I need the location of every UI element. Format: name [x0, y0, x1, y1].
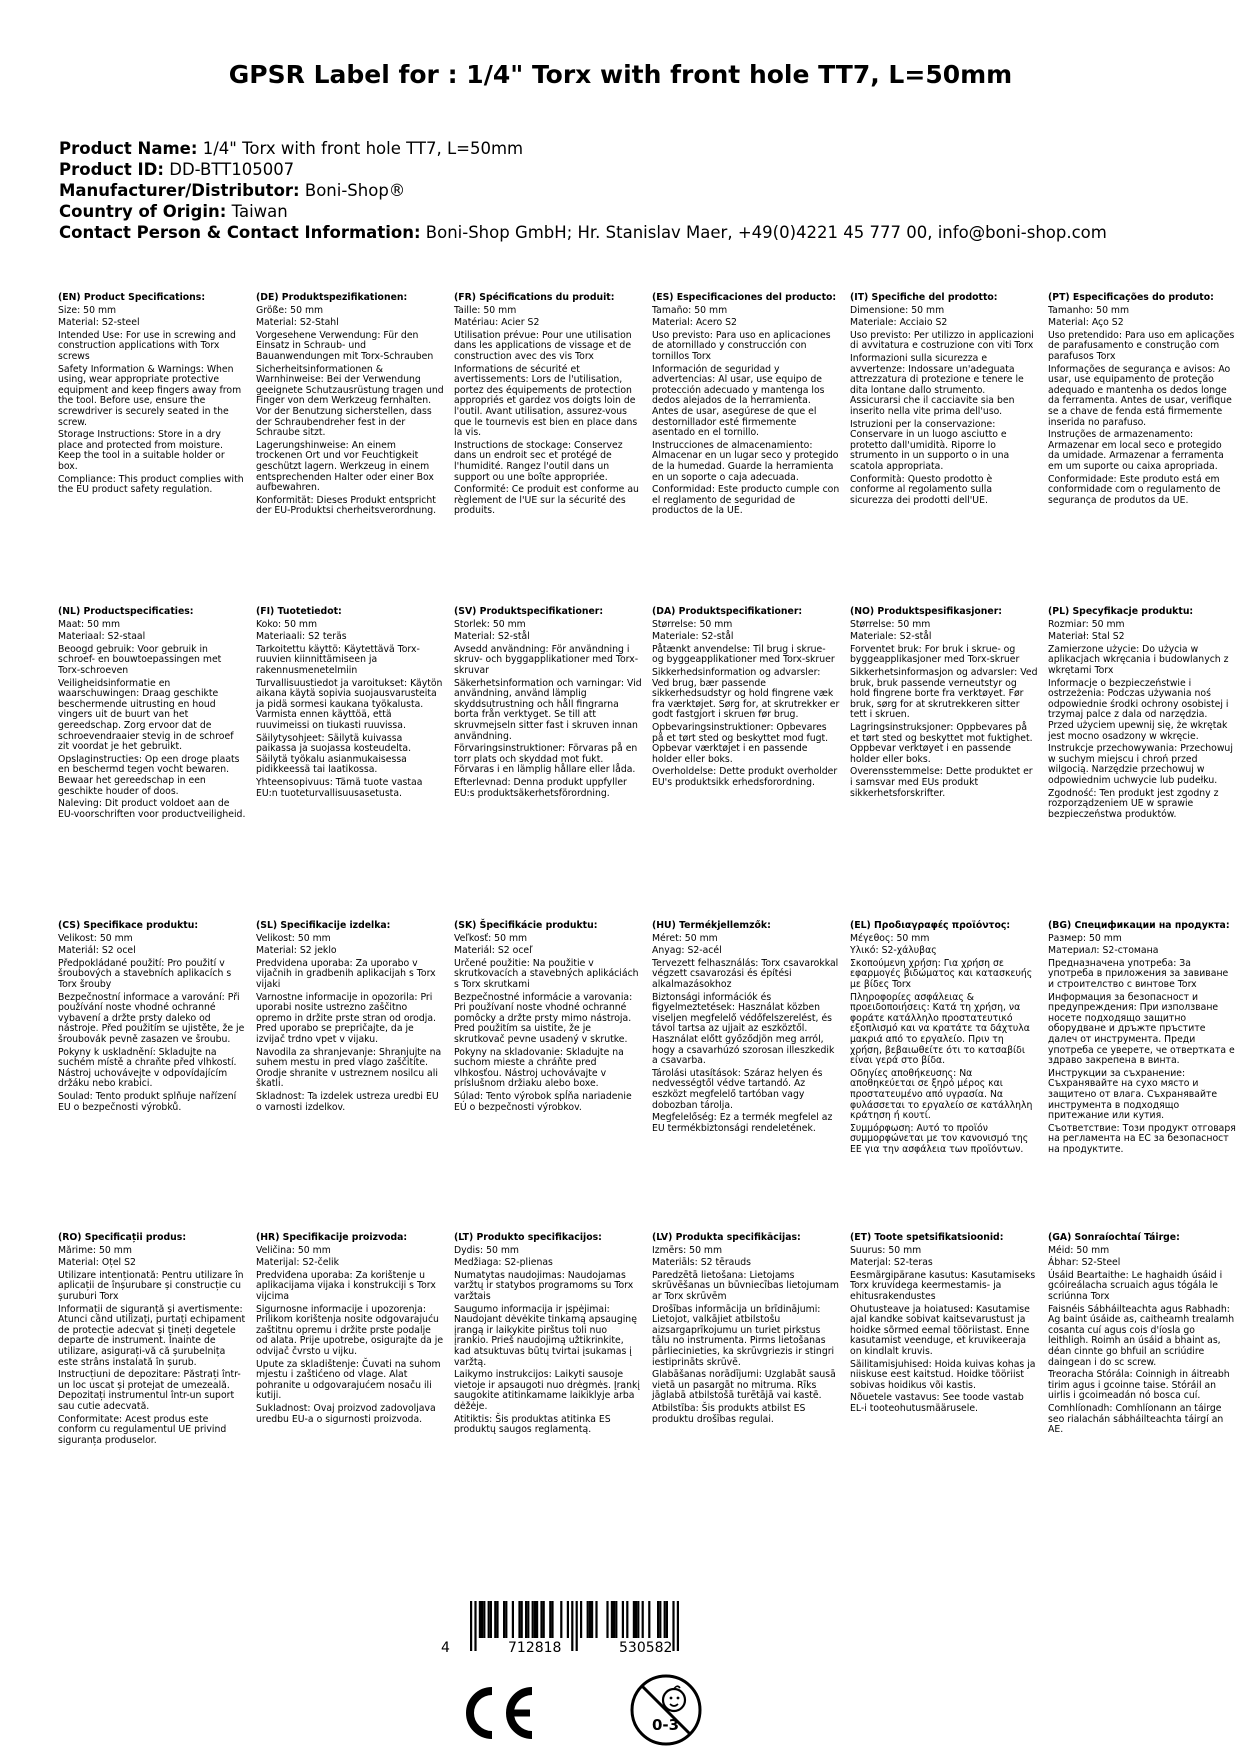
barcode-bar: [580, 1601, 582, 1638]
barcode-bar: [483, 1601, 485, 1638]
spec-title: (SV) Produktspecifikationer:: [454, 606, 604, 617]
spec-title: (EN) Product Specifications:: [58, 292, 206, 303]
spec-title: (DE) Produktspezifikationen:: [256, 292, 408, 303]
spec-line: Atitiktis: Šis produktas atitinka ES produktų saugos reglamentą.: [454, 1413, 611, 1436]
spec-block-da: [652, 607, 840, 822]
spec-line: Utilisation prévue: Pour une utilisation dans les applications de vissage et de construction avec des vis Torx: [454, 329, 632, 362]
spec-title: (FI) Tuotetiedot:: [256, 606, 342, 617]
barcode-bar: [635, 1601, 637, 1638]
barcode-bar: [659, 1601, 661, 1638]
product-id-value: DD-BTT105007: [169, 160, 295, 179]
spec-title: (HU) Termékjellemzők:: [652, 920, 771, 931]
spec-line: Úsáid Beartaithe: Le haghaidh úsáid i gcóireálacha scruaich agus tógála le scriúnna Torx: [1048, 1269, 1223, 1302]
spec-line: Säilitamisjuhised: Hoida kuivas kohas ja niiskuse eest kaitstud. Hoidke tööriist sobivas hoidikus või kastis.: [850, 1358, 1036, 1391]
spec-line: Informații de siguranță și avertismente: Atunci când utilizați, purtați echipament de protecție adecvat și țineți degetele departe de instrument. Înainte de utilizare, asigurați-vă că șurubelnița este strâns instalată în șurub.: [58, 1303, 246, 1368]
spec-line: Tamaño: 50 mm: [652, 304, 728, 316]
spec-line: Instrukcje przechowywania: Przechowuj w suchym miejscu i chroń przed wilgocią. Narzędzie przechowuj w odpowiednim uchwycie lub pudełku.: [1048, 743, 1233, 786]
spec-line: Material: Acero S2: [652, 317, 737, 329]
barcode-bar: [488, 1601, 490, 1638]
spec-block-pl: [1048, 607, 1236, 822]
spec-title: (NL) Productspecificaties:: [58, 606, 194, 617]
spec-line: Maat: 50 mm: [58, 618, 121, 630]
spec-title: (SK) Špecifikácie produktu:: [454, 920, 598, 931]
spec-line: Tárolási utasítások: Száraz helyen és nedvességtől védve tartandó. Az eszközt megfelelő tartóban vagy dobozban tárolja.: [652, 1067, 823, 1111]
spec-line: Méid: 50 mm: [1048, 1244, 1110, 1256]
barcode-bar: [505, 1601, 507, 1638]
barcode-bar: [672, 1601, 674, 1651]
barcode-bar: [503, 1601, 505, 1638]
spec-line: Sukladnost: Ovaj proizvod zadovoljava uredbu EU-a o sigurnosti proizvoda.: [256, 1402, 436, 1425]
spec-title: (DA) Produktspecifikationer:: [652, 606, 803, 617]
spec-line: Naleving: Dit product voldoet aan de EU-voorschriften voor productveiligheid.: [58, 798, 246, 820]
spec-line: Uso previsto: Per utilizzo in applicazioni di avvitatura e costruzione con viti Torx: [850, 329, 1034, 352]
spec-line: Lagringsinstruksjoner: Oppbevares på et tørt sted og beskyttet mot fuktighet. Oppbevar verktøyet i en passende holder eller boks.: [850, 721, 1033, 765]
spec-block-fi: [256, 607, 444, 822]
spec-line: Materjal: S2-teras: [850, 1257, 933, 1269]
barcode-bar: [551, 1601, 553, 1638]
spec-line: Storlek: 50 mm: [454, 618, 526, 630]
spec-line: Instrucțiuni de depozitare: Păstrați într-un loc uscat și protejat de umezeală. Depozitați instrumentul într-un suport sau cutie adecvată.: [58, 1369, 241, 1412]
spec-block-no: [850, 607, 1038, 822]
barcode-bar: [490, 1601, 492, 1638]
spec-block-pt: [1048, 293, 1236, 519]
product-id-line: [59, 159, 1219, 180]
barcode-number-first: 4: [441, 1640, 450, 1656]
spec-grid-row-1: [58, 293, 1238, 519]
barcode-bar: [626, 1601, 628, 1638]
spec-line: Material: S2-steel: [58, 317, 140, 329]
spec-line: Förvaringsinstruktioner: Förvaras på en torr plats och skyddad mot fukt. Förvaras i en lämplig hållare eller låda.: [454, 743, 638, 776]
spec-line: Material: S2-stål: [454, 631, 530, 643]
spec-line: Zgodność: Ten produkt jest zgodny z rozporządzeniem UE w sprawie bezpieczeństwa produktów.: [1048, 787, 1219, 820]
spec-line: Upute za skladištenje: Čuvati na suhom mjestu i zaštićeno od vlage. Alat pohranite u odgovarajućem nosaču ili kutiji.: [256, 1358, 441, 1402]
spec-block-lv: [652, 1233, 840, 1448]
barcode-bar: [657, 1601, 659, 1638]
spec-block-hu: [652, 921, 840, 1157]
spec-line: Opslaginstructies: Op een droge plaats en beschermd tegen vocht bewaren. Bewaar het gereedschap in een geschikte houder of doos.: [58, 753, 240, 797]
spec-line: Съответствие: Този продукт отговаря на регламента на ЕС за безопасност на продуктите.: [1048, 1122, 1236, 1155]
spec-line: Materiaali: S2 teräs: [256, 631, 347, 643]
spec-line: Drošības informācija un brīdinājumi: Lietojot, valkājiet atbilstošu aizsargaprīkojumu un turiet pirkstus tālu no instrumenta. Pirms lietošanas pārliecinieties, ka skrūvgriezis ir stingri iestiprināts skrūvē.: [652, 1303, 835, 1368]
spec-line: Určené použitie: Na použitie v skrutkovacích a stavebných aplikáciách s Torx skrutkami: [454, 957, 639, 990]
spec-grid-row-3: [58, 921, 1238, 1157]
spec-line: Avsedd användning: För användning i skruv- och byggapplikationer med Torx-skruvar: [454, 643, 639, 676]
barcode-bar: [595, 1601, 597, 1638]
spec-line: Påtænkt anvendelse: Til brug i skrue- og byggeapplikationer med Torx-skruer: [652, 643, 835, 666]
spec-line: Storage Instructions: Store in a dry place and protected from moisture. Keep the tool in a suitable holder or box.: [58, 429, 225, 472]
spec-line: Beoogd gebruik: Voor gebruik in schroef- en bouwtoepassingen met Torx-schroeven: [58, 643, 222, 676]
barcode-number-right: 530582: [619, 1640, 673, 1656]
barcode-bar: [642, 1601, 644, 1638]
spec-line: Konformität: Dieses Produkt entspricht der EU-Produktsi cherheitsverordnung.: [256, 494, 437, 517]
spec-line: Safety Information & Warnings: When using, wear appropriate protective equipment and keep fingers away from the tool. Before use, ensure the screwdriver is securely seated in the screw.: [58, 363, 242, 428]
spec-line: Materiale: S2-stål: [850, 631, 932, 643]
spec-line: Medžiaga: S2-plienas: [454, 1257, 553, 1269]
spec-line: Инструкции за съхранение: Съхранявайте на сухо място и защитено от влага. Съхранявайте инструмента в подходящо притежание или кутия.: [1048, 1067, 1218, 1122]
spec-line: Størrelse: 50 mm: [652, 618, 733, 630]
age-range-label: 0-3: [652, 1716, 680, 1734]
barcode-bar: [560, 1601, 562, 1638]
spec-line: Biztonsági információk és figyelmeztetések: Használat közben viseljen megfelelő védőfelszerelést, és távol tartsa az ujjait az eszköztől. Használat előtt győződjön meg arról, hogy a csavarhúzó szorosan illeszkedik a csavarba.: [652, 991, 835, 1067]
spec-line: Tervezett felhasználás: Torx csavarokkal végzett csavarozási és építési alkalmazásokhoz: [652, 957, 839, 990]
spec-line: Faisnéis Sábháilteachta agus Rabhadh: Ag baint úsáide as, caitheamh trealamh cosanta cuí agus cois d'íosla go leithligh. Roimh an úsáid a bhaint as, déan cinnte go bhfuil an scriúdire daingean i do sc screw.: [1048, 1303, 1235, 1368]
product-info: [59, 138, 1219, 243]
spec-line: Информация за безопасност и предупреждения: При използване носете подходящо защитно оборудване и дръжте пръстите далеч от инструмента. Преди употреба се уверете, че отвертката е здраво закрепена в винта.: [1048, 991, 1235, 1067]
barcode-bar: [540, 1601, 542, 1638]
spec-line: Säkerhetsinformation och varningar: Vid användning, använd lämplig skyddsutrustning och håll fingrarna borta från verktyget. Se till att skruvmejseln sitter fast i skruven innan användning.: [454, 677, 642, 742]
spec-line: Turvallisuustiedot ja varoitukset: Käytön aikana käytä sopivia suojausvarusteita ja pidä sormesi kaukana työkalusta. Varmista ennen käyttöä, että ruuvimeissi on tiukasti ruuvissa.: [256, 677, 443, 731]
spec-line: Skladnost: Ta izdelek ustreza uredbi EU o varnosti izdelkov.: [256, 1090, 439, 1113]
origin-line: [59, 201, 1219, 222]
origin-key: Country of Origin:: [59, 202, 227, 221]
barcode: [440, 1601, 710, 1671]
barcode-bar: [615, 1601, 617, 1638]
spec-line: Informacje o bezpieczeństwie i ostrzeżenia: Podczas używania noś odpowiednie środki ochrony osobistej i trzymaj palce z dala od narzędzia. Przed użyciem upewnij się, że wkrętak jest mocno osadzony w wkręcie.: [1048, 677, 1229, 742]
spec-line: Conformità: Questo prodotto è conforme al regolamento sulla sicurezza dei prodotti dell'UE.: [850, 473, 993, 506]
spec-line: Intended Use: For use in screwing and construction applications with Torx screws: [58, 329, 236, 362]
spec-block-cs: [58, 921, 246, 1157]
barcode-bar: [470, 1601, 472, 1651]
spec-line: Veličina: 50 mm: [256, 1244, 331, 1256]
barcode-bar: [567, 1601, 569, 1638]
spec-line: Σκοπούμενη χρήση: Για χρήση σε εφαρμογές βιδώματος και κατασκευής με βίδες Torx: [850, 957, 1033, 990]
barcode-bar: [481, 1601, 483, 1638]
barcode-bar: [576, 1601, 578, 1651]
spec-title: (IT) Specifiche del prodotto:: [850, 292, 998, 303]
spec-line: Lagerungshinweise: An einem trockenen Ort und vor Feuchtigkeit geschützt lagern. Werkzeug in einem entsprechenden Halter oder einer Box aufbewahren.: [256, 439, 434, 494]
spec-line: Méret: 50 mm: [652, 932, 718, 944]
spec-line: Materiale: S2-stål: [652, 631, 734, 643]
spec-line: Conformité: Ce produit est conforme au règlement de l'UE sur la sécurité des produits.: [454, 484, 639, 517]
spec-block-fr: [454, 293, 642, 519]
spec-title: (PT) Especificações do produto:: [1048, 292, 1214, 303]
spec-line: Megfelelőség: Ez a termék megfelel az EU termékbiztonsági rendeletének.: [652, 1112, 833, 1134]
spec-block-ro: [58, 1233, 246, 1448]
barcode-bar: [549, 1601, 551, 1638]
spec-line: Velikost: 50 mm: [256, 932, 331, 944]
spec-line: Materijal: S2-čelik: [256, 1257, 339, 1269]
spec-line: Materiāls: S2 tērauds: [652, 1257, 751, 1269]
spec-title: (GA) Sonraíochtaí Táirge:: [1048, 1232, 1180, 1243]
contact-value: Boni-Shop GmbH; Hr. Stanislav Maer, +49(0)4221 45 777 00, info@boni-shop.com: [425, 223, 1107, 242]
spec-line: Οδηγίες αποθήκευσης: Να αποθηκεύεται σε ξηρό μέρος και προστατευμένο από υγρασία. Να φυλάσσεται το εργαλείο σε κατάλληλη κράτηση ή κουτί.: [850, 1067, 1033, 1122]
spec-block-en: [58, 293, 246, 519]
barcode-number-left: 712818: [508, 1640, 562, 1656]
spec-line: Nõuetele vastavus: See toode vastab EL-i tooteohutusmäärusele.: [850, 1392, 1024, 1414]
spec-line: Efterlevnad: Denna produkt uppfyller EU:s produktsäkerhetsförordning.: [454, 776, 627, 799]
barcode-bar: [633, 1601, 635, 1638]
spec-line: Numatytas naudojimas: Naudojamas varžtų ir statybos programoms su Torx varžtais: [454, 1269, 634, 1302]
spec-line: Material: S2 jeklo: [256, 945, 337, 957]
spec-line: Μέγεθος: 50 mm: [850, 932, 930, 944]
manufacturer-value: Boni-Shop®: [304, 181, 406, 200]
spec-grid-row-4: [58, 1233, 1238, 1448]
spec-line: Tarkoitettu käyttö: Käytettävä Torx-ruuvien kiinnittämiseen ja rakennusmenetelmiin: [256, 643, 420, 676]
spec-line: Overensstemmelse: Dette produktet er i samsvar med EUs produkt sikkerhetsforskrifter.: [850, 766, 1033, 799]
spec-line: Material: Aço S2: [1048, 317, 1124, 329]
spec-line: Taille: 50 mm: [454, 304, 517, 316]
page-title: GPSR Label for : 1/4" Torx with front hole TT7, L=50mm: [228, 60, 1013, 89]
spec-line: Istruzioni per la conservazione: Conservare in un luogo asciutto e protetto dall'umidità. Riporre lo strumento in un supporto o in una scatola appropriata.: [850, 418, 1010, 472]
spec-title: (NO) Produktspesifikasjoner:: [850, 606, 1003, 617]
spec-block-lt: [454, 1233, 642, 1448]
spec-line: Matériau: Acier S2: [454, 317, 540, 329]
spec-line: Utilizare intenționată: Pentru utilizare în aplicații de înșurubare și construcție cu șuruburi Torx: [58, 1269, 244, 1302]
spec-line: Material: Oțel S2: [58, 1257, 136, 1269]
spec-block-el: [850, 921, 1038, 1157]
spec-line: Ábhar: S2-Steel: [1048, 1257, 1121, 1269]
origin-value: Taiwan: [231, 202, 288, 221]
spec-line: Instructions de stockage: Conservez dans un endroit sec et protégé de l'humidité. Rangez l'outil dans un support ou une boîte appropriée.: [454, 439, 623, 483]
spec-line: Veľkosť: 50 mm: [454, 932, 528, 944]
spec-line: Varnostne informacije in opozorila: Pri uporabi nosite ustrezno zaščitno opremo in držite prste stran od orodja. Pred uporabo se prepričajte, da je izvijač trdno vpet v vijaku.: [256, 991, 436, 1045]
spec-line: Conformidad: Este producto cumple con el reglamento de seguridad de productos de la UE.: [652, 484, 840, 517]
manufacturer-key: Manufacturer/Distributor:: [59, 181, 300, 200]
spec-title: (ET) Toote spetsifikatsioonid:: [850, 1232, 1004, 1243]
barcode-bar: [536, 1601, 538, 1638]
spec-line: Bezpečnostné informácie a varovania: Pri používaní noste vhodné ochranné pomôcky a držte prsty mimo nástroja. Pred použitím sa uistite, že je skrutkovač pevne usadený v skrutke.: [454, 991, 633, 1045]
spec-line: Ohutusteave ja hoiatused: Kasutamise ajal kandke sobivat kaitsevarustust ja hoidke sõrmed eemal tööriistast. Enne kasutamist veenduge, et kruvikeeraja on kindlalt kruvis.: [850, 1303, 1030, 1357]
barcode-bar: [496, 1601, 498, 1638]
spec-line: Izmērs: 50 mm: [652, 1244, 723, 1256]
barcode-bar: [525, 1601, 527, 1638]
spec-line: Navodila za shranjevanje: Shranjujte na suhem mestu in pred vlago zaščitite. Orodje shranite v ustreznem nosilcu ali škatli.: [256, 1046, 442, 1090]
barcode-bar: [571, 1601, 573, 1651]
barcode-bar: [474, 1601, 476, 1651]
spec-line: Predviđena uporaba: Za korištenje u aplikacijama vijaka i konstrukciji s Torx vijcima: [256, 1269, 436, 1302]
spec-line: Tamanho: 50 mm: [1048, 304, 1130, 316]
barcode-bar: [622, 1601, 624, 1638]
barcode-bar: [521, 1601, 523, 1638]
spec-line: Paredzētā lietošana: Lietojams skrūvēšanas un būvniecības lietojumam ar Torx skrūvēm: [652, 1269, 839, 1302]
spec-line: Conformitate: Acest produs este conform cu regulamentul UE privind siguranța produselor.: [58, 1413, 227, 1446]
manufacturer-line: [59, 180, 1219, 201]
spec-line: Forventet bruk: For bruk i skrue- og byggeapplikasjoner med Torx-skruer: [850, 643, 1020, 666]
spec-line: Opbevaringsinstruktioner: Opbevares på et tørt sted og beskyttet mod fugt. Opbevar værktøjet i en passende holder eller boks.: [652, 721, 829, 765]
spec-line: Rozmiar: 50 mm: [1048, 618, 1125, 630]
spec-line: Información de seguridad y advertencias: Al usar, use equipo de protección adecuado y mantenga los dedos alejados de la herramienta. Antes de usar, asegúrese de que el destornillador esté firmemente asentado en el tornillo.: [652, 363, 825, 439]
contact-key: Contact Person & Contact Information:: [59, 223, 421, 242]
product-name-key: Product Name:: [59, 139, 198, 158]
spec-title: (LT) Produkto specifikacijos:: [454, 1232, 602, 1243]
spec-line: Größe: 50 mm: [256, 304, 324, 316]
spec-line: Sicherheitsinformationen & Warnhinweise: Bei der Verwendung geeignete Schutzausrüstung tragen und Finger von dem Werkzeug fernhalten. Vor der Benutzung sicherstellen, dass der Schraubendreher fest in der Schraube sitzt.: [256, 363, 444, 439]
barcode-bar: [527, 1601, 529, 1638]
spec-block-ga: [1048, 1233, 1236, 1448]
spec-line: Eesmärgipärane kasutus: Kasutamiseks Torx kruvidega keermestamis- ja ehitusrakendustes: [850, 1269, 1036, 1302]
spec-line: Συμμόρφωση: Αυτό το προϊόν συμμορφώνεται με τον κανονισμό της ΕΕ για την ασφάλεια των προϊόντων.: [850, 1122, 1029, 1155]
spec-title: (FR) Spécifications du produit:: [454, 292, 615, 303]
spec-line: Size: 50 mm: [58, 304, 117, 316]
product-name-line: [59, 138, 1219, 159]
barcode-bar: [613, 1601, 615, 1638]
barcode-bar: [589, 1601, 591, 1638]
spec-line: Suurus: 50 mm: [850, 1244, 922, 1256]
spec-block-es: [652, 293, 840, 519]
contact-line: [59, 222, 1219, 243]
age-warning-icon: [628, 1672, 704, 1748]
spec-line: Mărime: 50 mm: [58, 1244, 132, 1256]
spec-line: Sigurnosne informacije i upozorenja: Prilikom korištenja nosite odgovarajuću zaštitnu opremu i držite prste podalje od alata. Prije upotrebe, osigurajte da je odvijač čvrsto u vijku.: [256, 1303, 444, 1357]
barcode-bar: [648, 1601, 650, 1638]
barcode-bar: [591, 1601, 593, 1638]
spec-grid-row-2: [58, 607, 1238, 822]
spec-line: Pokyny na skladovanie: Skladujte na suchom mieste a chráňte pred vlhkosťou. Nástroj uchovávajte v príslušnom držiaku alebo boxe.: [454, 1046, 624, 1090]
spec-line: Atbilstība: Šis produkts atbilst ES produktu drošības regulai.: [652, 1402, 806, 1425]
spec-line: Instruções de armazenamento: Armazenar em local seco e protegido da umidade. Armazenar a ferramenta em um suporte ou caixa apropriada.: [1048, 429, 1224, 472]
spec-line: Treoracha Stórála: Coinnigh in áitreabh tirim agus i gcoinne taise. Stóráil an uirlis i gcoimeadán nó bosca cuí.: [1048, 1369, 1230, 1402]
spec-line: Säilytysohjeet: Säilytä kuivassa paikassa ja suojassa kosteudelta. Säilytä työkalu asianmukaisessa pidikkeessä tai laatikossa.: [256, 732, 412, 776]
barcode-bar: [611, 1601, 613, 1638]
spec-line: Informazioni sulla sicurezza e avvertenze: Indossare un'adeguata attrezzatura di protezione e tenere le dita lontane dallo strumento. Assicurarsi che il cacciavite sia ben inserito nella vite prima dell'uso.: [850, 352, 1024, 417]
barcode-bar: [664, 1601, 666, 1638]
product-name-value: 1/4" Torx with front hole TT7, L=50mm: [202, 139, 524, 158]
spec-line: Informações de segurança e avisos: Ao usar, use equipamento de proteção adequado e mantenha os dedos longe da ferramenta. Antes de usar, verifique se a chave de fenda está firmemente inserida no parafuso.: [1048, 363, 1232, 428]
barcode-bar: [532, 1601, 534, 1638]
spec-line: Pokyny k uskladnění: Skladujte na suchém místě a chraňte před vlhkostí. Nástroj uchovávejte v odpovídajícím držáku nebo krabici.: [58, 1046, 237, 1090]
spec-title: (PL) Specyfikacje produktu:: [1048, 606, 1194, 617]
spec-line: Materiál: S2 ocel: [58, 945, 136, 957]
barcode-bar: [543, 1601, 545, 1638]
spec-line: Размер: 50 mm: [1048, 932, 1122, 944]
spec-title: (ES) Especificaciones del producto:: [652, 292, 837, 303]
barcode-bar: [606, 1601, 608, 1638]
barcode-bars: [440, 1601, 710, 1671]
spec-block-de: [256, 293, 444, 519]
spec-line: Materiał: Stal S2: [1048, 631, 1125, 643]
spec-title: (BG) Спецификации на продукта:: [1048, 920, 1230, 931]
ce-mark-icon: [458, 1683, 538, 1743]
spec-title: (SL) Specifikacije izdelka:: [256, 920, 391, 931]
spec-block-et: [850, 1233, 1038, 1448]
spec-line: Πληροφορίες ασφάλειας & προειδοποιήσεις: Κατά τη χρήση, να φοράτε κατάλληλο προστατευτικό εξοπλισμό και να κρατάτε τα δάχτυλα μακριά από το εργαλείο. Πριν τη χρήση, βεβαιωθείτε ότι το κατσαβίδι είναι γερά στο βίδα.: [850, 991, 1030, 1067]
spec-line: Comhlíonadh: Comhlíonann an táirge seo rialachán sábháilteachta táirgí an AE.: [1048, 1402, 1224, 1436]
spec-line: Velikost: 50 mm: [58, 932, 133, 944]
product-id-key: Product ID:: [59, 160, 164, 179]
spec-line: Instrucciones de almacenamiento: Almacenar en un lugar seco y protegido de la humedad. Guarde la herramienta en un soporte o caja adecuada.: [652, 439, 839, 483]
spec-line: Størrelse: 50 mm: [850, 618, 931, 630]
spec-title: (LV) Produkta specifikācijas:: [652, 1232, 801, 1243]
spec-line: Glabāšanas norādījumi: Uzglabāt sausā vietā un pasargāt no mitruma. Rīks jāglabā atbilstošā turētājā vai kastē.: [652, 1369, 836, 1402]
spec-line: Dydis: 50 mm: [454, 1244, 519, 1256]
barcode-bar: [637, 1601, 639, 1638]
spec-block-sk: [454, 921, 642, 1157]
spec-block-sl: [256, 921, 444, 1157]
barcode-bar: [518, 1601, 520, 1638]
spec-line: Υλικό: S2-χάλυβας: [850, 945, 937, 957]
spec-line: Materiál: S2 oceľ: [454, 945, 533, 957]
barcode-bar: [479, 1601, 481, 1638]
spec-line: Sikkerhetsinformasjon og advarsler: Ved bruk, bruk passende verneutstyr og hold fingrene borte fra verktøyet. Før bruk, sørg for at skrutrekkeren sitter tett i skruen.: [850, 666, 1038, 721]
barcode-bar: [587, 1601, 589, 1638]
spec-line: Overholdelse: Dette produkt overholder EU's produktsikk erhedsforordning.: [652, 766, 838, 788]
spec-line: Zamierzone użycie: Do użycia w aplikacjach wkręcania i budowlanych z wkrętami Torx: [1048, 643, 1229, 676]
spec-block-sv: [454, 607, 642, 822]
spec-line: Материал: S2-стомана: [1048, 945, 1159, 957]
spec-line: Saugumo informacija ir įspėjimai: Naudojant dėvėkite tinkamą apsauginę įrangą ir laikykite pirštus toli nuo įrankio. Prieš naudojimą užtikrinkite, kad atsuktuvas būtų tvirtai įsukamas į varžtą.: [454, 1303, 637, 1368]
barcode-bar: [534, 1601, 536, 1638]
spec-block-bg: [1048, 921, 1236, 1157]
spec-line: Bezpečnostní informace a varování: Při používání noste vhodné ochranné vybavení a držte prsty daleko od nástroje. Před použitím se ujistěte, že je šroubovák pevně zasazen ve šroubu.: [58, 991, 245, 1045]
spec-line: Soulad: Tento produkt splňuje nařízení EU o bezpečnosti výrobků.: [58, 1090, 237, 1113]
barcode-bar: [666, 1601, 668, 1638]
spec-line: Uso previsto: Para uso en aplicaciones de atornillado y construcción con tornillos Torx: [652, 329, 831, 362]
spec-title: (EL) Προδιαγραφές προϊόντος:: [850, 920, 1011, 931]
spec-line: Predvidena uporaba: Za uporabo v vijačnih in gradbenih aplikacijah s Torx vijaki: [256, 957, 436, 990]
spec-line: Предназначена употреба: За употреба в приложения за завиване и строителство с винтове Torx: [1048, 957, 1229, 990]
spec-line: Materiaal: S2-staal: [58, 631, 146, 643]
spec-title: (CS) Specifikace produktu:: [58, 920, 199, 931]
spec-line: Informations de sécurité et avertissements: Lors de l'utilisation, portez des équipements de protection appropriés et gardez vos doigts loin de l'outil. Avant utilisation, assurez-vous que le tournevis est bien en place dans la vis.: [454, 363, 638, 439]
spec-line: Koko: 50 mm: [256, 618, 318, 630]
spec-line: Súlad: Tento výrobok spĺňa nariadenie EÚ o bezpečnosti výrobkov.: [454, 1090, 632, 1113]
spec-line: Vorgesehene Verwendung: Für den Einsatz in Schraub- und Bauanwendungen mit Torx-Schrauben: [256, 329, 434, 362]
spec-line: Material: S2-Stahl: [256, 317, 339, 329]
spec-line: Laikymo instrukcijos: Laikyti sausoje vietoje ir apsaugoti nuo drėgmės. Įrankį saugokite atitinkamame laikiklyje arba dėžėje.: [454, 1369, 640, 1412]
spec-line: Dimensione: 50 mm: [850, 304, 945, 316]
barcode-bar: [512, 1601, 514, 1638]
spec-block-hr: [256, 1233, 444, 1448]
spec-block-nl: [58, 607, 246, 822]
spec-line: Veiligheidsinformatie en waarschuwingen: Draag geschikte beschermende uitrusting en houd vingers uit de buurt van het gereedschap. Zorg ervoor dat de schroevendraaier stevig in de schroef zit voordat je het gebruikt.: [58, 677, 234, 753]
spec-line: Uso pretendido: Para uso em aplicações de parafusamento e construção com parafusos Torx: [1048, 329, 1235, 362]
spec-title: (HR) Specifikacije proizvoda:: [256, 1232, 408, 1243]
barcode-bar: [677, 1601, 679, 1651]
spec-line: Compliance: This product complies with the EU product safety regulation.: [58, 473, 244, 496]
spec-line: Conformidade: Este produto está em conformidade com o regulamento de segurança de produtos da UE.: [1048, 473, 1221, 506]
barcode-bar: [494, 1601, 496, 1638]
spec-line: Materiale: Acciaio S2: [850, 317, 948, 329]
spec-title: (RO) Specificații produs:: [58, 1232, 187, 1243]
spec-line: Sikkerhedsinformation og advarsler: Ved brug, bær passende sikkerhedsudstyr og hold fingrene væk fra værktøjet. Sørg for, at skrutrekker er godt fastgjort i skruen før brug.: [652, 666, 840, 721]
spec-line: Yhteensopivuus: Tämä tuote vastaa EU:n tuoteturvallisuusasetusta.: [256, 776, 423, 799]
spec-block-it: [850, 293, 1038, 519]
spec-line: Anyag: S2-acél: [652, 945, 722, 957]
spec-line: Předpokládané použití: Pro použití v šroubových a stavebních aplikacích s Torx šrouby: [58, 957, 232, 990]
